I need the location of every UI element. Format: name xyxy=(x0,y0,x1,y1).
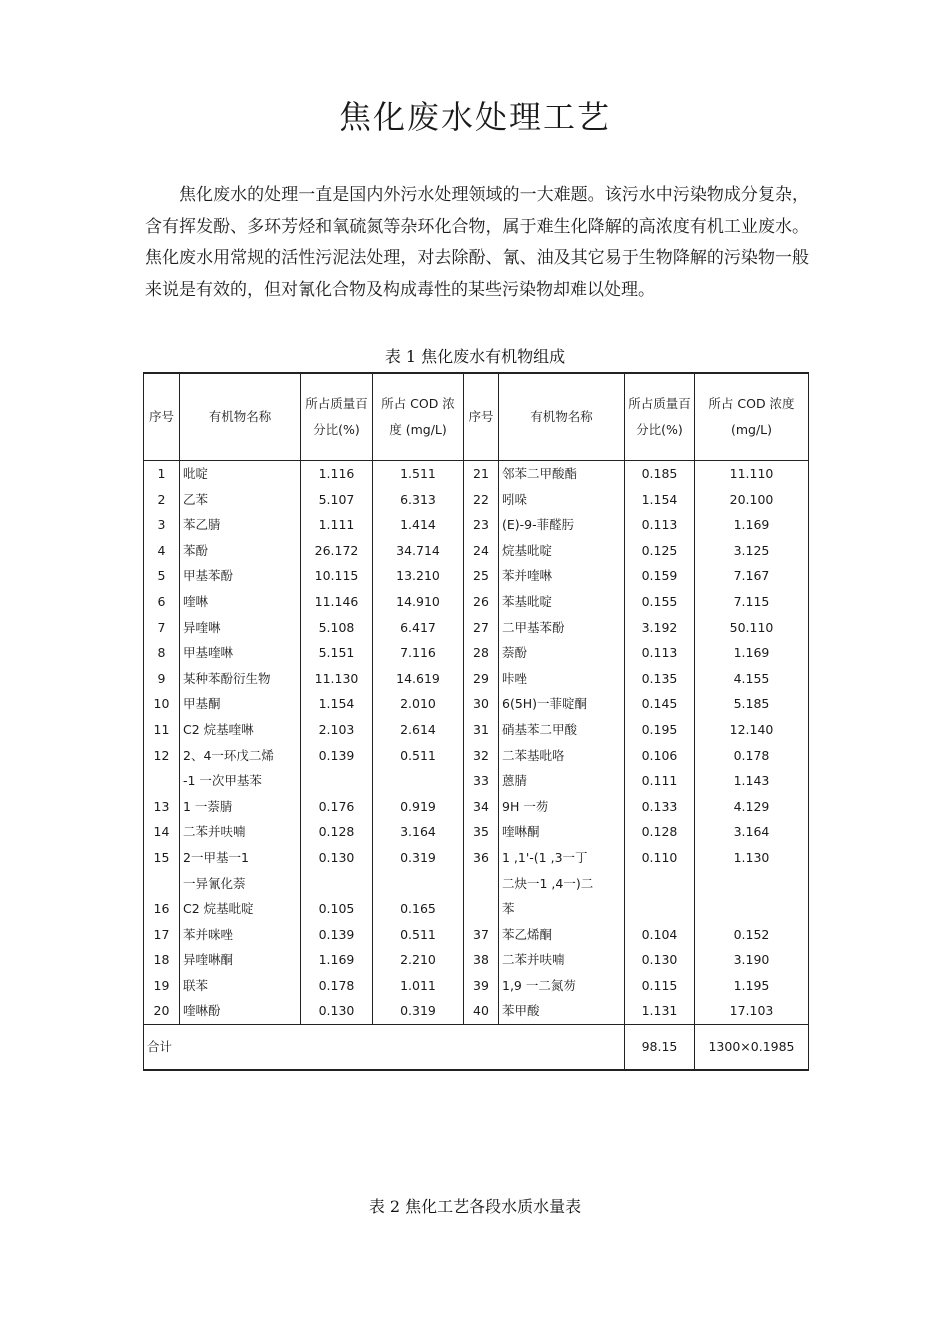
cell-seq: 13 xyxy=(144,794,180,820)
cell-name: 某种苯酚衍生物 xyxy=(180,666,301,692)
cell-cod-2: 7.167 xyxy=(695,563,809,589)
cell-cod: 0.511 xyxy=(373,922,464,948)
cell-seq-2: 33 xyxy=(464,768,499,794)
cell-cod-2: 50.110 xyxy=(695,615,809,641)
cell-seq: 8 xyxy=(144,640,180,666)
cell-cod: 0.511 xyxy=(373,743,464,769)
cell-name: 二苯并呋喃 xyxy=(180,819,301,845)
cell-mass: 0.178 xyxy=(301,973,373,999)
table-row xyxy=(144,947,809,973)
cell-mass-2: 0.130 xyxy=(625,947,695,973)
cell-seq-2: 21 xyxy=(464,461,499,487)
table-row xyxy=(144,640,809,666)
cell-mass-2: 0.125 xyxy=(625,538,695,564)
cell-cod: 34.714 xyxy=(373,538,464,564)
cell-seq-2: 34 xyxy=(464,794,499,820)
cell-mass-2: 1.154 xyxy=(625,487,695,513)
cell-cod-2: 1.130 xyxy=(695,845,809,871)
cell-cod-2: 3.164 xyxy=(695,819,809,845)
cell-seq-2: 35 xyxy=(464,819,499,845)
cell-cod: 1.511 xyxy=(373,461,464,487)
cell-name: 苯乙腈 xyxy=(180,512,301,538)
cell-cod-2: 0.178 xyxy=(695,743,809,769)
cell-mass: 1.154 xyxy=(301,691,373,717)
header-mass-2: 所占质量百分比(%) xyxy=(625,373,695,461)
cell-cod-2 xyxy=(695,871,809,897)
table-total-row xyxy=(144,1025,809,1071)
cell-mass: 2.103 xyxy=(301,717,373,743)
header-seq: 序号 xyxy=(144,373,180,461)
cell-name-2: 9H 一芴 xyxy=(499,794,625,820)
table-row xyxy=(144,922,809,948)
cell-name-2: 蒽腈 xyxy=(499,768,625,794)
table-row xyxy=(144,845,809,871)
cell-cod: 1.414 xyxy=(373,512,464,538)
cell-seq-2: 25 xyxy=(464,563,499,589)
header-seq-2: 序号 xyxy=(464,373,499,461)
table-row xyxy=(144,819,809,845)
cell-mass-2: 0.113 xyxy=(625,512,695,538)
cell-mass-2: 0.155 xyxy=(625,589,695,615)
cell-cod-2: 1.195 xyxy=(695,973,809,999)
cell-cod-2: 5.185 xyxy=(695,691,809,717)
cell-mass: 0.176 xyxy=(301,794,373,820)
cell-name-2: 喹啉酮 xyxy=(499,819,625,845)
cell-mass: 1.111 xyxy=(301,512,373,538)
header-cod: 所占 COD 浓度 (mg/L) xyxy=(373,373,464,461)
cell-cod-2: 11.110 xyxy=(695,461,809,487)
cell-seq: 16 xyxy=(144,896,180,922)
cell-seq-2: 29 xyxy=(464,666,499,692)
cell-name-2: 苯乙烯酮 xyxy=(499,922,625,948)
table-row xyxy=(144,794,809,820)
total-cod: 1300×0.1985 xyxy=(695,1025,809,1071)
cell-mass: 11.130 xyxy=(301,666,373,692)
cell-cod: 14.910 xyxy=(373,589,464,615)
cell-name-2: 1 ,1'-(1 ,3一丁 xyxy=(499,845,625,871)
cell-name-2: 苯甲酸 xyxy=(499,998,625,1024)
cell-cod: 2.010 xyxy=(373,691,464,717)
cell-cod-2: 3.125 xyxy=(695,538,809,564)
cell-mass: 11.146 xyxy=(301,589,373,615)
cell-mass-2: 1.131 xyxy=(625,998,695,1024)
cell-seq: 20 xyxy=(144,998,180,1024)
cell-cod-2: 0.152 xyxy=(695,922,809,948)
cell-seq-2: 31 xyxy=(464,717,499,743)
cell-name: 2、4一环戊二烯 xyxy=(180,743,301,769)
cell-seq: 6 xyxy=(144,589,180,615)
cell-seq: 3 xyxy=(144,512,180,538)
cell-mass-2: 0.128 xyxy=(625,819,695,845)
cell-seq: 11 xyxy=(144,717,180,743)
cell-cod-2: 12.140 xyxy=(695,717,809,743)
cell-cod-2: 7.115 xyxy=(695,589,809,615)
cell-cod-2: 4.155 xyxy=(695,666,809,692)
cell-cod: 0.319 xyxy=(373,998,464,1024)
cell-seq-2: 40 xyxy=(464,998,499,1024)
table-row xyxy=(144,896,809,922)
cell-seq: 5 xyxy=(144,563,180,589)
cell-seq-2: 27 xyxy=(464,615,499,641)
table-row xyxy=(144,973,809,999)
cell-mass: 5.151 xyxy=(301,640,373,666)
cell-mass: 0.130 xyxy=(301,845,373,871)
table-row xyxy=(144,768,809,794)
cell-cod: 3.164 xyxy=(373,819,464,845)
cell-name: 甲基苯酚 xyxy=(180,563,301,589)
cell-seq xyxy=(144,871,180,897)
cell-seq: 12 xyxy=(144,743,180,769)
table-row xyxy=(144,717,809,743)
table1-container xyxy=(143,372,808,1071)
cell-name-2: 苯基吡啶 xyxy=(499,589,625,615)
cell-name: 吡啶 xyxy=(180,461,301,487)
cell-mass: 10.115 xyxy=(301,563,373,589)
cell-mass-2: 0.135 xyxy=(625,666,695,692)
cell-seq: 7 xyxy=(144,615,180,641)
cell-name: 异喹啉酮 xyxy=(180,947,301,973)
cell-cod-2: 1.143 xyxy=(695,768,809,794)
cell-cod: 0.919 xyxy=(373,794,464,820)
cell-name: 苯并咪唑 xyxy=(180,922,301,948)
header-name-2: 有机物名称 xyxy=(499,373,625,461)
cell-seq-2: 32 xyxy=(464,743,499,769)
table-row xyxy=(144,998,809,1024)
cell-seq: 15 xyxy=(144,845,180,871)
cell-name: 联苯 xyxy=(180,973,301,999)
cell-mass: 0.130 xyxy=(301,998,373,1024)
table1-caption: 表 1 焦化废水有机物组成 xyxy=(384,347,566,366)
cell-name: C2 烷基喹啉 xyxy=(180,717,301,743)
cell-cod: 7.116 xyxy=(373,640,464,666)
page-title: 焦化废水处理工艺 xyxy=(338,98,611,136)
cell-mass-2: 3.192 xyxy=(625,615,695,641)
cell-name: 甲基喹啉 xyxy=(180,640,301,666)
cell-name-2: 吲哚 xyxy=(499,487,625,513)
cell-cod: 1.011 xyxy=(373,973,464,999)
cell-name-2: 硝基苯二甲酸 xyxy=(499,717,625,743)
cell-name-2: 1,9 一二氮芴 xyxy=(499,973,625,999)
cell-name: 1 一萘腈 xyxy=(180,794,301,820)
header-cod-2: 所占 COD 浓度 (mg/L) xyxy=(695,373,809,461)
table-row xyxy=(144,871,809,897)
cell-mass: 0.128 xyxy=(301,819,373,845)
cell-cod-2: 17.103 xyxy=(695,998,809,1024)
cell-cod-2 xyxy=(695,896,809,922)
cell-seq-2: 24 xyxy=(464,538,499,564)
cell-mass-2: 0.113 xyxy=(625,640,695,666)
cell-mass-2: 0.195 xyxy=(625,717,695,743)
intro-paragraph-text: 焦化废水的处理一直是国内外污水处理领域的一大难题。该污水中污染物成分复杂，含有挥发酚、多环芳烃和氧硫氮等杂环化合物，属于难生化降解的高浓度有机工业废水。焦化废水用常规的活性污泥法处理，对去除酚、氰、油及其它易于生物降解的污染物一般来说是有效的，但对氰化合物及构成毒性的某些污染物却难以处理。 xyxy=(145,185,809,300)
cell-mass: 5.108 xyxy=(301,615,373,641)
header-name: 有机物名称 xyxy=(180,373,301,461)
cell-name: 喹啉酚 xyxy=(180,998,301,1024)
cell-mass: 26.172 xyxy=(301,538,373,564)
total-mass: 98.15 xyxy=(625,1025,695,1071)
cell-name-2: 烷基吡啶 xyxy=(499,538,625,564)
cell-name-2: 萘酚 xyxy=(499,640,625,666)
table-row xyxy=(144,743,809,769)
cell-seq: 9 xyxy=(144,666,180,692)
cell-mass-2: 0.111 xyxy=(625,768,695,794)
cell-cod: 0.319 xyxy=(373,845,464,871)
cell-mass-2: 0.159 xyxy=(625,563,695,589)
cell-name-2: 邻苯二甲酸酯 xyxy=(499,461,625,487)
cell-mass-2: 0.104 xyxy=(625,922,695,948)
cell-seq-2: 37 xyxy=(464,922,499,948)
cell-seq-2: 22 xyxy=(464,487,499,513)
cell-seq-2: 23 xyxy=(464,512,499,538)
cell-mass: 1.169 xyxy=(301,947,373,973)
cell-seq-2: 39 xyxy=(464,973,499,999)
cell-seq: 10 xyxy=(144,691,180,717)
cell-name-2: 二苯基吡咯 xyxy=(499,743,625,769)
cell-mass-2: 0.106 xyxy=(625,743,695,769)
cell-mass-2: 0.185 xyxy=(625,461,695,487)
table-row xyxy=(144,487,809,513)
table-row xyxy=(144,512,809,538)
organic-composition-table xyxy=(143,372,809,1071)
cell-seq: 17 xyxy=(144,922,180,948)
cell-cod: 2.614 xyxy=(373,717,464,743)
cell-name: 2一甲基一1 xyxy=(180,845,301,871)
cell-cod-2: 1.169 xyxy=(695,640,809,666)
cell-seq-2: 38 xyxy=(464,947,499,973)
cell-mass-2 xyxy=(625,871,695,897)
cell-name: C2 烷基吡啶 xyxy=(180,896,301,922)
table2-caption: 表 2 焦化工艺各段水质水量表 xyxy=(368,1197,582,1216)
cell-cod-2: 4.129 xyxy=(695,794,809,820)
cell-cod: 13.210 xyxy=(373,563,464,589)
cell-cod: 6.417 xyxy=(373,615,464,641)
cell-mass: 0.105 xyxy=(301,896,373,922)
cell-seq: 18 xyxy=(144,947,180,973)
cell-mass: 1.116 xyxy=(301,461,373,487)
cell-seq: 14 xyxy=(144,819,180,845)
cell-seq-2 xyxy=(464,871,499,897)
total-label: 合计 xyxy=(144,1025,625,1071)
cell-name: 苯酚 xyxy=(180,538,301,564)
cell-name-2: (E)-9-菲醛肟 xyxy=(499,512,625,538)
table-body xyxy=(144,461,809,1025)
cell-mass-2: 0.115 xyxy=(625,973,695,999)
cell-name: 一异氰化萘 xyxy=(180,871,301,897)
table-row xyxy=(144,615,809,641)
cell-name-2: 6(5H)一菲啶酮 xyxy=(499,691,625,717)
header-mass: 所占质量百分比(%) xyxy=(301,373,373,461)
cell-name-2: 二炔一1 ,4一)二 xyxy=(499,871,625,897)
cell-name: 喹啉 xyxy=(180,589,301,615)
cell-name-2: 二苯并呋喃 xyxy=(499,947,625,973)
cell-seq: 19 xyxy=(144,973,180,999)
cell-mass-2 xyxy=(625,896,695,922)
cell-mass: 0.139 xyxy=(301,922,373,948)
cell-cod xyxy=(373,768,464,794)
cell-mass: 5.107 xyxy=(301,487,373,513)
intro-paragraph xyxy=(145,180,809,306)
cell-name-2: 苯并喹啉 xyxy=(499,563,625,589)
cell-mass xyxy=(301,871,373,897)
cell-cod: 2.210 xyxy=(373,947,464,973)
cell-seq-2: 28 xyxy=(464,640,499,666)
cell-seq: 2 xyxy=(144,487,180,513)
table-row xyxy=(144,538,809,564)
cell-seq xyxy=(144,768,180,794)
table-row xyxy=(144,563,809,589)
cell-cod-2: 20.100 xyxy=(695,487,809,513)
table-header-row xyxy=(144,373,809,461)
cell-mass xyxy=(301,768,373,794)
cell-name: -1 一次甲基苯 xyxy=(180,768,301,794)
table-row xyxy=(144,461,809,487)
cell-mass-2: 0.145 xyxy=(625,691,695,717)
cell-name: 异喹啉 xyxy=(180,615,301,641)
table-row xyxy=(144,691,809,717)
cell-cod: 6.313 xyxy=(373,487,464,513)
cell-cod xyxy=(373,871,464,897)
cell-seq: 1 xyxy=(144,461,180,487)
cell-cod: 0.165 xyxy=(373,896,464,922)
table-row xyxy=(144,666,809,692)
cell-cod-2: 1.169 xyxy=(695,512,809,538)
cell-name-2: 二甲基苯酚 xyxy=(499,615,625,641)
cell-name: 甲基酮 xyxy=(180,691,301,717)
cell-mass: 0.139 xyxy=(301,743,373,769)
table-row xyxy=(144,589,809,615)
cell-name-2: 苯 xyxy=(499,896,625,922)
cell-name: 乙苯 xyxy=(180,487,301,513)
cell-cod: 14.619 xyxy=(373,666,464,692)
cell-seq-2: 36 xyxy=(464,845,499,871)
cell-mass-2: 0.133 xyxy=(625,794,695,820)
cell-seq-2: 30 xyxy=(464,691,499,717)
cell-cod-2: 3.190 xyxy=(695,947,809,973)
cell-seq-2 xyxy=(464,896,499,922)
cell-name-2: 咔唑 xyxy=(499,666,625,692)
cell-seq: 4 xyxy=(144,538,180,564)
cell-mass-2: 0.110 xyxy=(625,845,695,871)
cell-seq-2: 26 xyxy=(464,589,499,615)
